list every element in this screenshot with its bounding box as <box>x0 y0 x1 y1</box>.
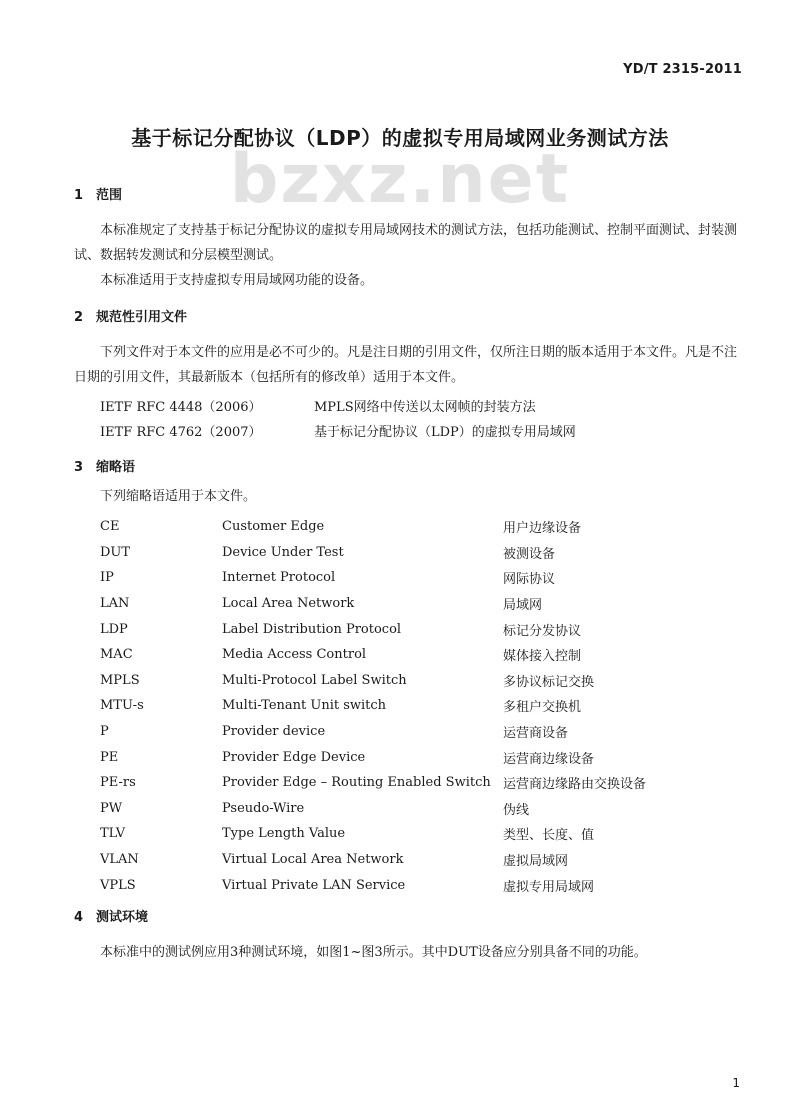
abbreviation-english: Provider Edge Device <box>222 749 366 765</box>
abbreviation-chinese: 类型、长度、值 <box>503 828 595 844</box>
abbreviation-code: IP <box>100 570 114 586</box>
abbreviation-code: MPLS <box>100 672 140 688</box>
abbreviation-english: Local Area Network <box>222 596 355 612</box>
abbreviation-code: PW <box>100 800 123 816</box>
section-3-paragraph-1: 下列缩略语适用于本文件。 <box>100 489 257 504</box>
abbreviation-chinese: 用户边缘设备 <box>503 521 582 537</box>
section-title: 范围 <box>96 188 123 203</box>
section-1-heading <box>74 184 122 203</box>
section-2-paragraph-1: 下列文件对于本文件的应用是必不可少的。凡是注日期的引用文件，仅所注日期的版本适用于本文件。凡是不注日期的引用文件，其最新版本（包括所有的修改单）适用于本文件。 <box>74 345 738 385</box>
abbreviation-code: LDP <box>100 621 128 637</box>
abbreviation-english: Media Access Control <box>222 647 367 663</box>
abbreviation-code: LAN <box>100 596 130 612</box>
abbreviation-english: Internet Protocol <box>222 570 336 586</box>
section-3-heading <box>74 456 135 475</box>
abbreviation-code: VPLS <box>100 877 136 893</box>
abbreviation-row <box>100 514 703 540</box>
abbreviation-row <box>100 693 703 719</box>
abbreviation-chinese: 局域网 <box>503 598 543 614</box>
document-title: 基于标记分配协议（LDP）的虚拟专用局域网业务测试方法 <box>131 126 669 150</box>
abbreviation-row <box>100 642 703 668</box>
abbreviation-chinese: 多协议标记交换 <box>503 674 595 690</box>
abbreviation-chinese: 运营商设备 <box>503 726 569 742</box>
abbreviation-code: MAC <box>100 647 133 663</box>
section-number: 4 <box>74 910 84 925</box>
abbreviation-row <box>100 821 703 847</box>
abbreviation-row <box>100 719 703 745</box>
abbreviation-row <box>100 847 703 873</box>
section-1-paragraph-2: 本标准适用于支持虚拟专用局域网功能的设备。 <box>100 273 374 288</box>
abbreviation-code: PE-rs <box>100 775 136 791</box>
abbreviation-english: Provider device <box>222 724 326 740</box>
abbreviation-english: Type Length Value <box>222 826 346 842</box>
abbreviation-row <box>100 872 703 898</box>
abbreviation-english: Virtual Local Area Network <box>222 852 404 868</box>
section-title: 规范性引用文件 <box>96 310 188 325</box>
abbreviation-english: Multi-Tenant Unit switch <box>222 698 387 714</box>
abbreviation-row <box>100 668 703 694</box>
reference-title: MPLS网络中传送以太网帧的封装方法 <box>314 400 536 415</box>
standard-code: YD/T 2315-2011 <box>623 62 742 77</box>
section-number: 1 <box>74 188 84 203</box>
abbreviation-english: Virtual Private LAN Service <box>222 877 406 893</box>
abbreviation-chinese: 伪线 <box>503 802 530 818</box>
abbreviation-english: Multi-Protocol Label Switch <box>222 672 407 688</box>
section-number: 2 <box>74 310 84 325</box>
section-2-heading <box>74 306 187 325</box>
abbreviation-list <box>100 514 703 898</box>
abbreviation-english: Label Distribution Protocol <box>222 621 402 637</box>
abbreviation-code: TLV <box>100 826 126 842</box>
abbreviation-english: Device Under Test <box>222 544 344 560</box>
abbreviation-row <box>100 770 703 796</box>
abbreviation-row <box>100 744 703 770</box>
abbreviation-chinese: 虚拟专用局域网 <box>503 879 595 895</box>
abbreviation-chinese: 被测设备 <box>503 546 556 562</box>
reference-title: 基于标记分配协议（LDP）的虚拟专用局域网 <box>314 425 576 440</box>
abbreviation-english: Provider Edge – Routing Enabled Switch <box>222 775 491 791</box>
abbreviation-chinese: 媒体接入控制 <box>503 649 582 665</box>
abbreviation-row <box>100 565 703 591</box>
abbreviation-row <box>100 796 703 822</box>
section-title: 测试环境 <box>96 910 149 925</box>
watermark: bzxz.net <box>229 140 571 219</box>
section-4-heading <box>74 906 148 925</box>
abbreviation-code: VLAN <box>100 852 139 868</box>
abbreviation-chinese: 运营商边缘路由交换设备 <box>503 777 647 793</box>
abbreviation-chinese: 多租户交换机 <box>503 700 582 716</box>
abbreviation-row <box>100 591 703 617</box>
abbreviation-code: CE <box>100 519 120 535</box>
abbreviation-code: P <box>100 724 109 740</box>
section-title: 缩略语 <box>96 460 136 475</box>
abbreviation-code: PE <box>100 749 119 765</box>
page-number: 1 <box>732 1076 740 1090</box>
reference-row <box>100 421 576 440</box>
section-number: 3 <box>74 460 84 475</box>
abbreviation-code: MTU-s <box>100 698 144 714</box>
abbreviation-english: Pseudo-Wire <box>222 800 305 816</box>
abbreviation-row <box>100 616 703 642</box>
reference-id: IETF RFC 4762（2007） <box>100 425 262 440</box>
section-4-paragraph-1: 本标准中的测试例应用3种测试环境，如图1~图3所示。其中DUT设备应分别具备不同的功能。 <box>100 945 647 960</box>
abbreviation-code: DUT <box>100 544 131 560</box>
reference-id: IETF RFC 4448（2006） <box>100 400 262 415</box>
abbreviation-chinese: 虚拟局域网 <box>503 854 569 870</box>
abbreviation-row <box>100 540 703 566</box>
section-1-paragraph-1: 本标准规定了支持基于标记分配协议的虚拟专用局域网技术的测试方法，包括功能测试、控制平面测试、封装测试、数据转发测试和分层模型测试。 <box>74 223 738 263</box>
abbreviation-english: Customer Edge <box>222 519 325 535</box>
reference-row <box>100 396 536 415</box>
abbreviation-chinese: 运营商边缘设备 <box>503 751 595 767</box>
abbreviation-chinese: 标记分发协议 <box>503 623 582 639</box>
abbreviation-chinese: 网际协议 <box>503 572 556 588</box>
